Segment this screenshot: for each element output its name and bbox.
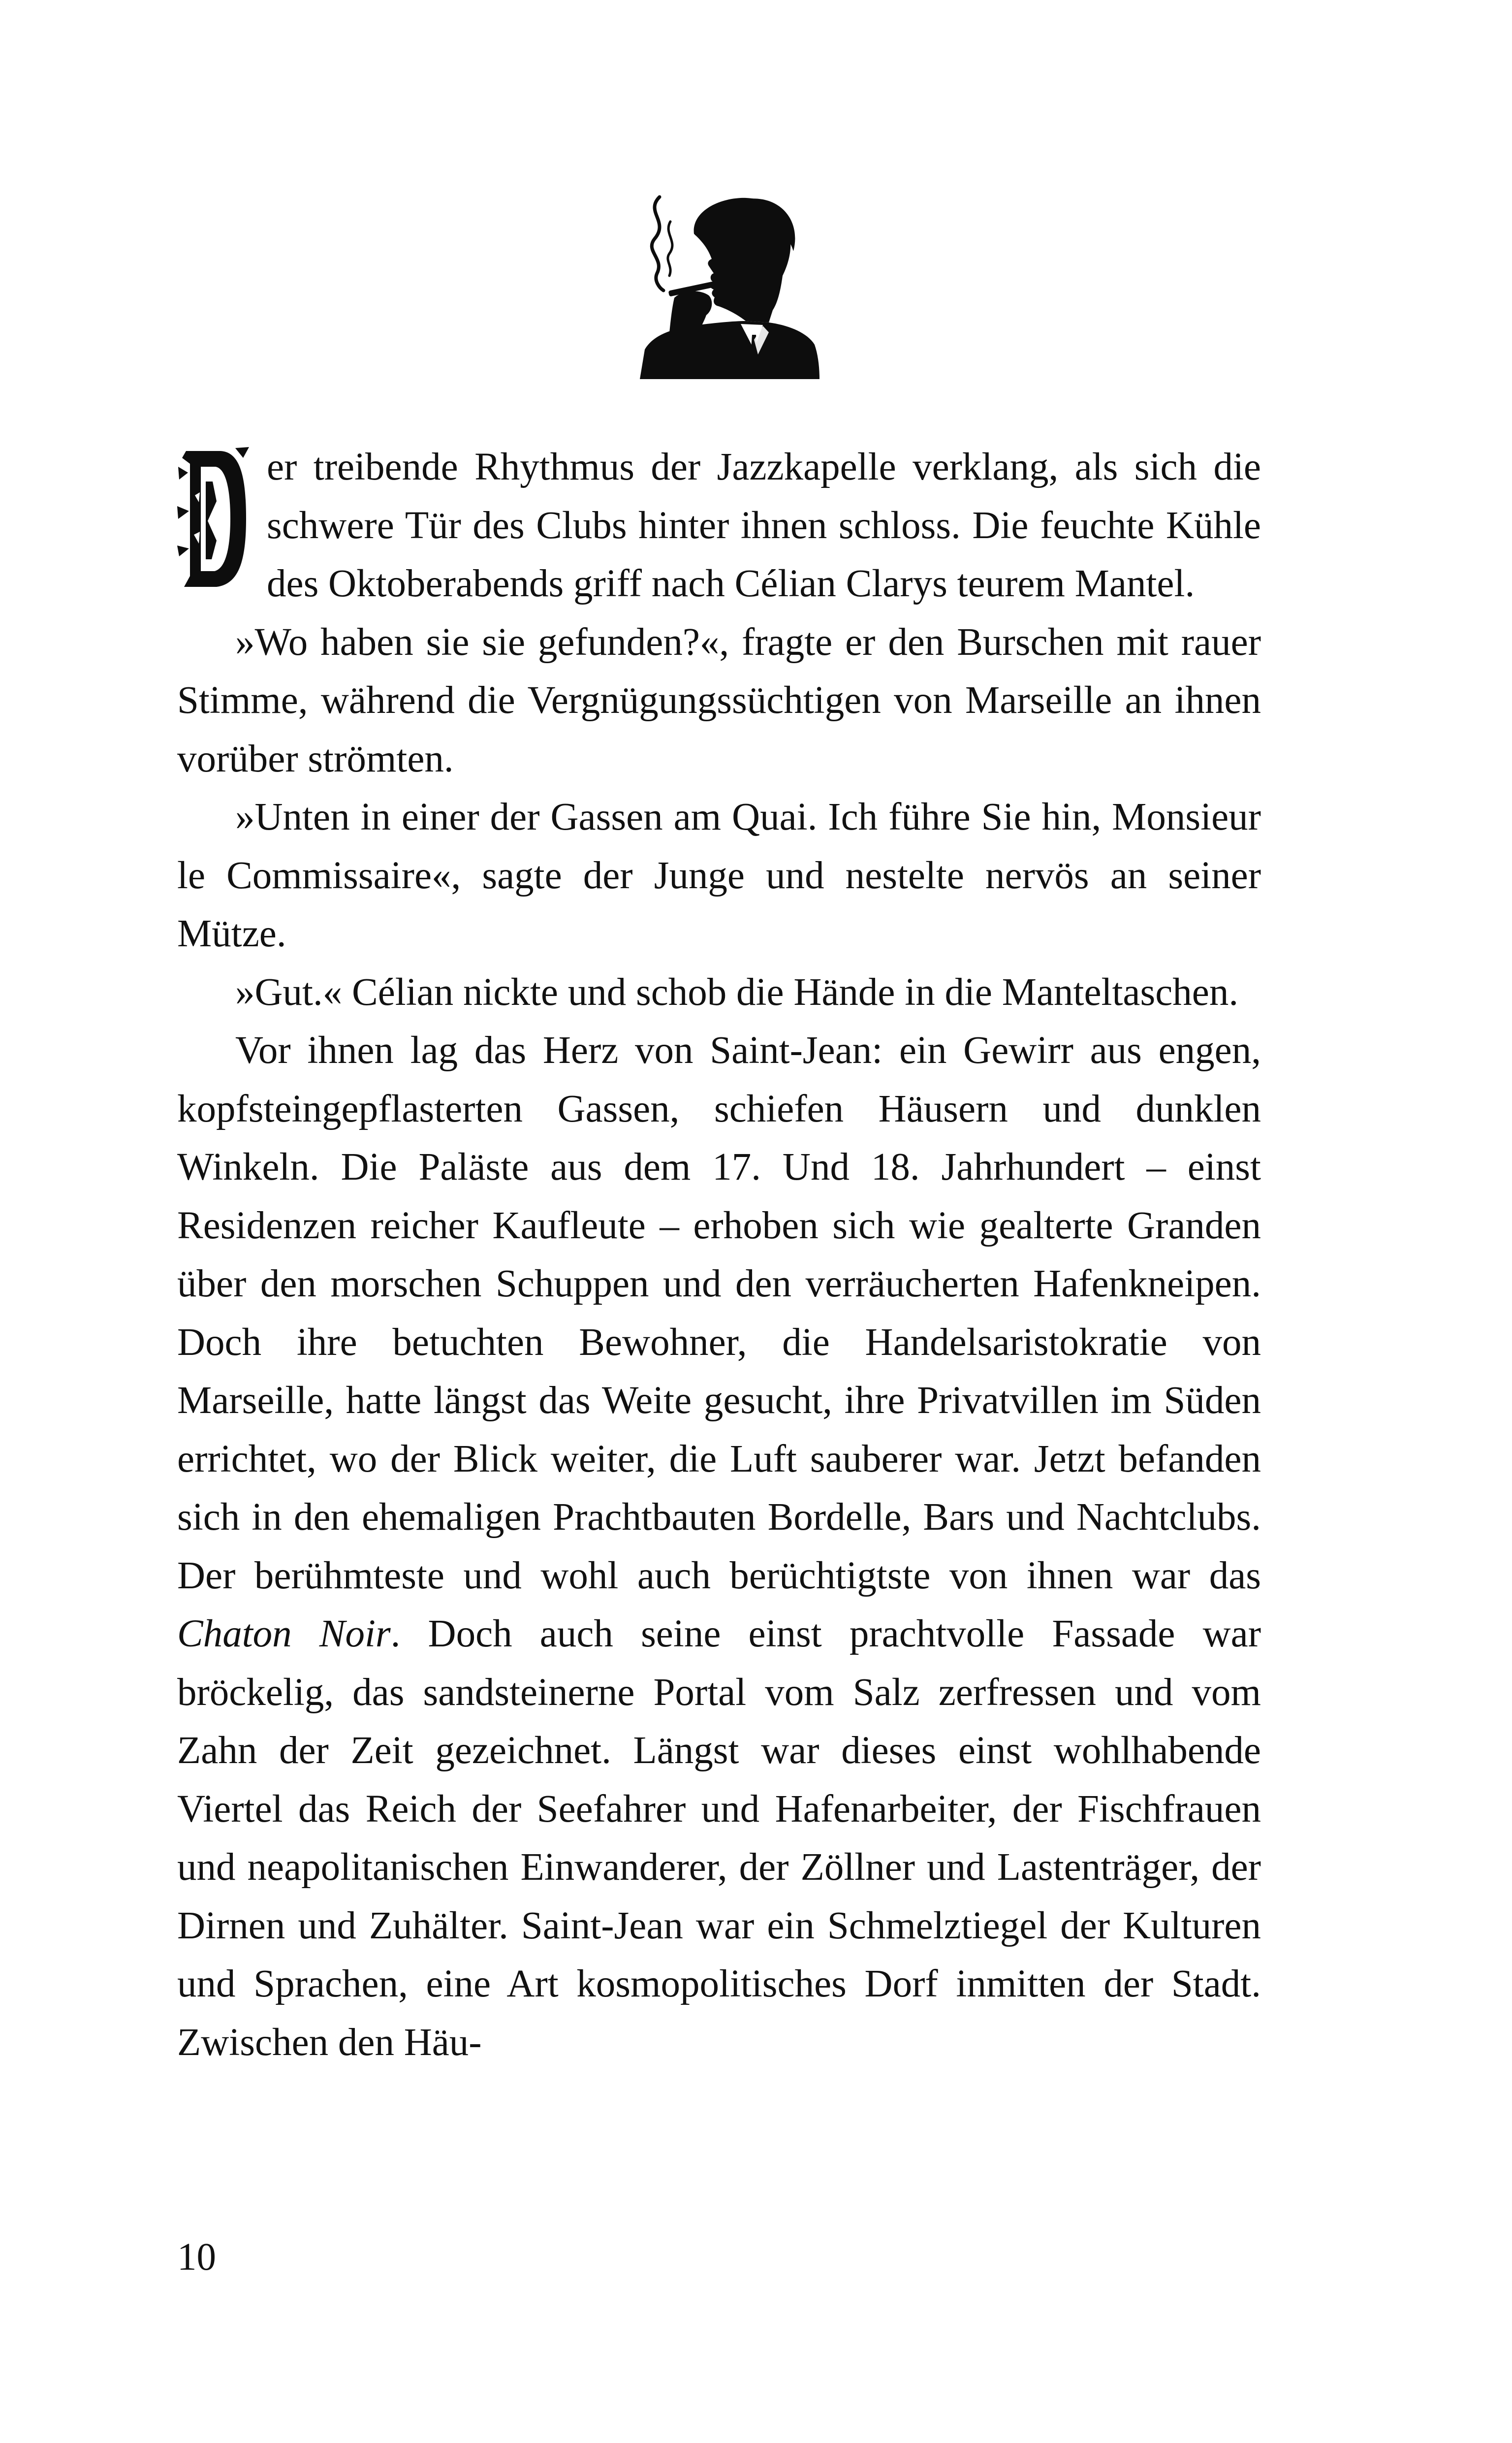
- dropcap-letter-d-icon: [177, 447, 250, 590]
- dialogue-paragraph-2: »Unten in einer der Gassen am Quai. Ich führe Sie hin, Monsieur le Commissaire«, sagte der Junge und nestelte nervös an seiner Mütze.: [177, 796, 1261, 955]
- narrative-paragraph: [177, 1022, 1261, 2072]
- page-number: 10: [177, 2236, 216, 2279]
- opening-paragraph-text: er treibende Rhythmus der Jazzkapelle verklang, als sich die schwere Tür des Clubs hinter ihnen schloss. Die feuchte Kühle des Oktoberabends griff nach Célian Clarys teurem Mantel.: [267, 446, 1261, 605]
- dialogue-paragraph-1: »Wo haben sie sie gefunden?«, fragte er den Burschen mit rauer Stimme, während die Vergnügungssüchtigen von Marseille an ihnen vorüber strömten.: [177, 620, 1261, 780]
- body-text: [177, 438, 1261, 2072]
- club-name-italic: Chaton Noir: [177, 1612, 391, 1655]
- opening-paragraph: [177, 438, 1261, 613]
- narrative-text-part-2: . Doch auch seine einst prachtvolle Fassade war bröckelig, das sandsteinerne Portal vom Salz zerfressen und vom Zahn der Zeit gezeichnet. Längst war dieses einst wohlhabende Viertel das Reich der Seefahrer und Hafenarbeiter, der Fischfrauen und neapolitanischen Einwanderer, der Zöllner und Lastenträger, der Dirnen und Zuhälter. Saint-Jean war ein Schmelztiegel der Kulturen und Sprachen, eine Art kosmopolitisches Dorf inmitten der Stadt. Zwischen den Häu-: [177, 1612, 1261, 2064]
- smoking-man-silhouette-icon: [640, 192, 819, 379]
- dialogue-paragraph-3: »Gut.« Célian nickte und schob die Hände in die Manteltaschen.: [235, 970, 1239, 1014]
- narrative-text-part-1: Vor ihnen lag das Herz von Saint-Jean: ein Gewirr aus engen, kopfsteingepflasterten Gassen, schiefen Häusern und dunklen Winkeln. Die Paläste aus dem 17. Und 18. Jahrhundert – einst Residenzen reicher Kaufleute – erhoben sich wie gealterte Granden über den morschen Schuppen und den verräucherten Hafenkneipen. Doch ihre betuchten Bewohner, die Handelsaristokratie von Marseille, hatte längst das Weite gesucht, ihre Privatvillen im Süden errichtet, wo der Blick weiter, die Luft sauberer war. Jetzt befanden sich in den ehemaligen Prachtbauten Bordelle, Bars und Nachtclubs. Der berühmteste und wohl auch berüchtigtste von ihnen war das: [177, 1029, 1261, 1597]
